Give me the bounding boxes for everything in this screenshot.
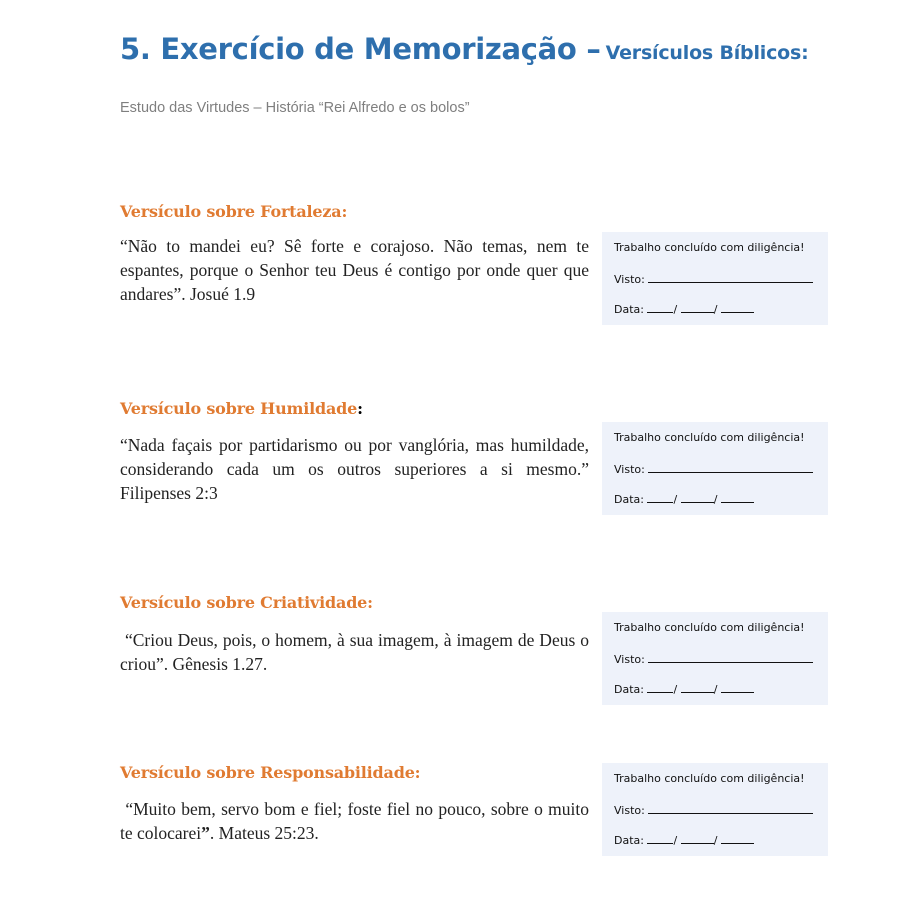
visto-label: Visto: <box>614 653 645 666</box>
visto-label: Visto: <box>614 804 645 817</box>
verse-reference: . Mateus 25:23. <box>209 823 319 843</box>
visto-row <box>614 461 813 476</box>
page-title <box>120 32 809 66</box>
visto-signature-line[interactable] <box>648 461 813 473</box>
date-slash: / <box>713 493 718 506</box>
visto-label: Visto: <box>614 463 645 476</box>
completion-label: Trabalho concluído com diligência! <box>614 431 805 444</box>
date-label: Data: <box>614 493 644 506</box>
verse-text-main: “Muito bem, servo bom e fiel; foste fiel no pouco, sobre o muito te colocarei <box>120 799 594 843</box>
date-row <box>614 301 754 316</box>
date-year-line[interactable] <box>721 681 754 693</box>
date-month-line[interactable] <box>681 301 714 313</box>
verse-heading <box>120 399 830 418</box>
date-slash: / <box>673 303 678 316</box>
date-slash: / <box>673 683 678 696</box>
verse-section-fortaleza <box>120 202 830 316</box>
completion-label: Trabalho concluído com diligência! <box>614 621 805 634</box>
completion-box <box>602 422 828 515</box>
date-month-line[interactable] <box>681 491 714 503</box>
verse-closing-quote: ” <box>201 823 210 843</box>
verse-heading: Versículo sobre Criatividade: <box>120 593 373 612</box>
date-day-line[interactable] <box>647 301 673 313</box>
completion-box <box>602 763 828 856</box>
page-title-sub: Versículos Bíblicos: <box>605 42 809 64</box>
date-slash: / <box>713 683 718 696</box>
verse-heading-colon: : <box>357 399 363 418</box>
verse-section-criatividade <box>120 593 830 696</box>
date-row <box>614 491 754 506</box>
date-slash: / <box>673 834 678 847</box>
completion-box <box>602 612 828 705</box>
verse-text: “Criou Deus, pois, o homem, à sua imagem, à imagem de Deus o criou”. Gênesis 1.27. <box>120 630 594 674</box>
date-day-line[interactable] <box>647 832 673 844</box>
visto-row <box>614 271 813 286</box>
date-label: Data: <box>614 683 644 696</box>
date-day-line[interactable] <box>647 681 673 693</box>
date-month-line[interactable] <box>681 681 714 693</box>
date-slash: / <box>713 834 718 847</box>
date-month-line[interactable] <box>681 832 714 844</box>
date-year-line[interactable] <box>721 491 754 503</box>
visto-label: Visto: <box>614 273 645 286</box>
completion-label: Trabalho concluído com diligência! <box>614 772 805 785</box>
date-year-line[interactable] <box>721 832 754 844</box>
verse-heading: Versículo sobre Fortaleza: <box>120 202 348 221</box>
verse-text <box>120 797 594 845</box>
date-slash: / <box>713 303 718 316</box>
verse-heading-text: Versículo sobre Humildade <box>120 399 358 418</box>
visto-signature-line[interactable] <box>648 651 813 663</box>
completion-box <box>602 232 828 325</box>
verse-text: “Não to mandei eu? Sê forte e corajoso. Não temas, nem te espantes, porque o Senhor teu Deus é contigo por onde quer que andares”. Josué 1.9 <box>120 236 589 304</box>
verse-text: “Nada façais por partidarismo ou por vanglória, mas humildade, considerando cada um os outros superiores a si mesmo.” Filipenses 2:3 <box>120 435 589 503</box>
verse-section-humildade <box>120 399 830 506</box>
verse-heading: Versículo sobre Responsabilidade: <box>120 763 421 782</box>
page-subtitle: Estudo das Virtudes – História “Rei Alfredo e os bolos” <box>120 100 470 116</box>
completion-label: Trabalho concluído com diligência! <box>614 241 805 254</box>
visto-row <box>614 802 813 817</box>
date-row <box>614 681 754 696</box>
date-day-line[interactable] <box>647 491 673 503</box>
date-slash: / <box>673 493 678 506</box>
date-label: Data: <box>614 834 644 847</box>
date-label: Data: <box>614 303 644 316</box>
visto-signature-line[interactable] <box>648 271 813 283</box>
visto-signature-line[interactable] <box>648 802 813 814</box>
page-title-main: 5. Exercício de Memorização – <box>120 32 601 66</box>
verse-section-responsabilidade <box>120 763 830 847</box>
visto-row <box>614 651 813 666</box>
date-year-line[interactable] <box>721 301 754 313</box>
date-row <box>614 832 754 847</box>
